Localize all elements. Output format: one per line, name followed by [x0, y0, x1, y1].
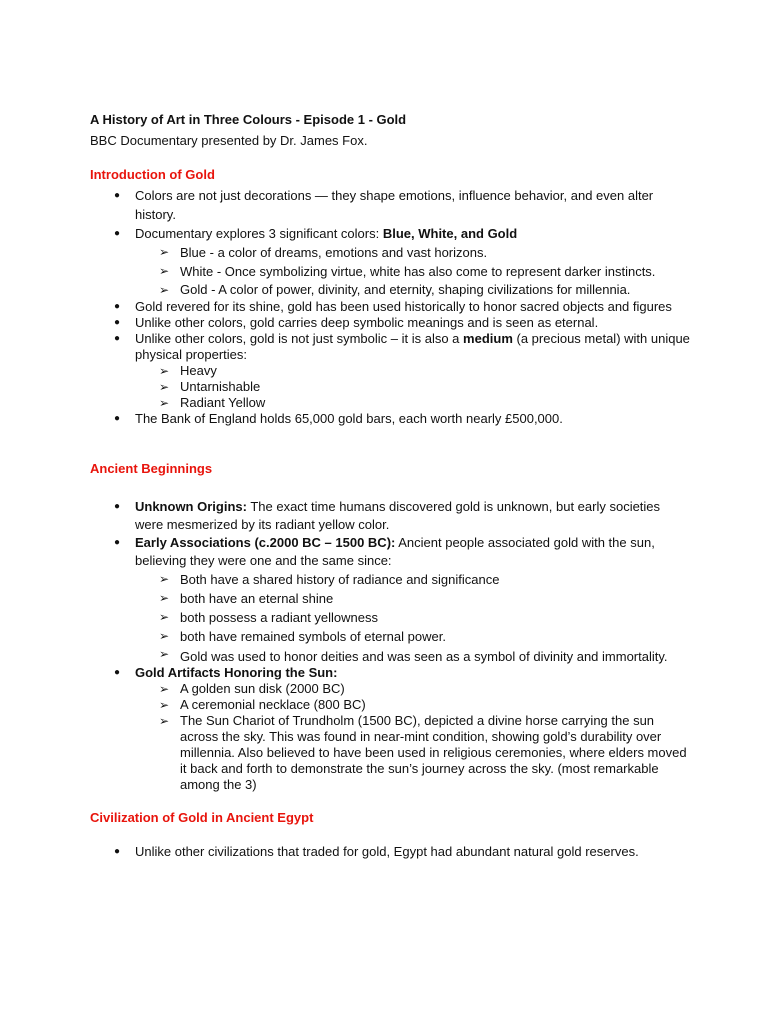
list-item: ● Unlike other civilizations that traded for gold, Egypt had abundant natural gold reserves.	[90, 843, 690, 861]
document-subtitle: BBC Documentary presented by Dr. James Fox.	[90, 133, 368, 148]
document-page	[90, 112, 690, 861]
sun-associations-sublist	[135, 570, 690, 665]
list-item: ● Gold revered for its shine, gold has been used historically to honor sacred objects and figures	[90, 299, 690, 315]
sub-list-item: ➢ Both have a shared history of radiance and significance	[135, 570, 690, 589]
list-item: ● Colors are not just decorations — they shape emotions, influence behavior, and even alter history.	[90, 186, 690, 224]
sub-list-item: ➢ Blue - a color of dreams, emotions and vast horizons.	[135, 243, 690, 262]
introduction-list	[90, 186, 690, 427]
sub-list-item: ➢ Radiant Yellow	[135, 395, 690, 411]
list-item: ● Unknown Origins: The exact time humans discovered gold is unknown, but early societies were mesmerized by its radiant yellow color.	[90, 498, 690, 534]
list-item: ● Documentary explores 3 significant colors: Blue, White, and Gold ➢ Blue - a color of dreams, emotions and vast horizons. ➢ White - Once symbolizing virtue, white has also come to represent darker instincts. ➢ Gold - A color of power, divinity, and eternity, shaping civilizations for millennia.	[90, 224, 690, 299]
section-heading-ancient-egypt: Civilization of Gold in Ancient Egypt	[90, 810, 314, 825]
properties-sublist	[135, 363, 690, 411]
sub-list-item: ➢ White - Once symbolizing virtue, white has also come to represent darker instincts.	[135, 262, 690, 281]
list-item: ● Unlike other colors, gold is not just symbolic – it is also a medium (a precious metal) with unique physical properties: ➢ Heavy ➢ Untarnishable ➢ Radiant Yellow	[90, 331, 690, 411]
artifacts-sublist	[135, 681, 690, 793]
sub-list-item: ➢ The Sun Chariot of Trundholm (1500 BC), depicted a divine horse carrying the sun across the sky. This was found in near-mint condition, showing gold’s durability over millennia. Also believed to have been used in religious ceremonies, where elders moved it back and forth to demonstrate the sun’s journey across the sky. (most remarkable among the 3)	[135, 713, 690, 793]
sub-list-item: ➢ both have an eternal shine	[135, 589, 690, 608]
colors-sublist	[135, 243, 690, 299]
section-heading-introduction: Introduction of Gold	[90, 167, 215, 182]
sub-list-item: ➢ Gold was used to honor deities and was seen as a symbol of divinity and immortality.	[135, 646, 690, 665]
section-heading-ancient-beginnings: Ancient Beginnings	[90, 461, 213, 476]
sub-list-item: ➢ both have remained symbols of eternal power.	[135, 627, 690, 646]
list-item: ● The Bank of England holds 65,000 gold bars, each worth nearly £500,000.	[90, 411, 690, 427]
sub-list-item: ➢ A golden sun disk (2000 BC)	[135, 681, 690, 697]
sub-list-item: ➢ Gold - A color of power, divinity, and eternity, shaping civilizations for millennia.	[135, 281, 690, 299]
sub-list-item: ➢ Untarnishable	[135, 379, 690, 395]
sub-list-item: ➢ both possess a radiant yellowness	[135, 608, 690, 627]
ancient-egypt-list	[90, 843, 690, 861]
list-item: ● Unlike other colors, gold carries deep symbolic meanings and is seen as eternal.	[90, 315, 690, 331]
sub-list-item: ➢ Heavy	[135, 363, 690, 379]
document-title: A History of Art in Three Colours - Episode 1 - Gold	[90, 112, 407, 127]
list-item: ● Early Associations (c.2000 BC – 1500 BC): Ancient people associated gold with the sun, believing they were one and the same since: ➢ Both have a shared history of radiance and significance ➢ both have an eternal shine ➢ both possess a radiant yellowness ➢ both have remained symbols of eternal power. ➢ Gold was used to honor deities and was seen as a symbol of divinity and immortality.	[90, 534, 690, 665]
sub-list-item: ➢ A ceremonial necklace (800 BC)	[135, 697, 690, 713]
list-item: ● Gold Artifacts Honoring the Sun: ➢ A golden sun disk (2000 BC) ➢ A ceremonial necklace (800 BC) ➢ The Sun Chariot of Trundholm (1500 BC), depicted a divine horse carrying the sun across the sky. This was found in near-mint condition, showing gold’s durability over millennia. Also believed to have been used in religious ceremonies, where elders moved it back and forth to demonstrate the sun’s journey across the sky. (most remarkable among the 3)	[90, 665, 690, 793]
ancient-beginnings-list	[90, 498, 690, 793]
